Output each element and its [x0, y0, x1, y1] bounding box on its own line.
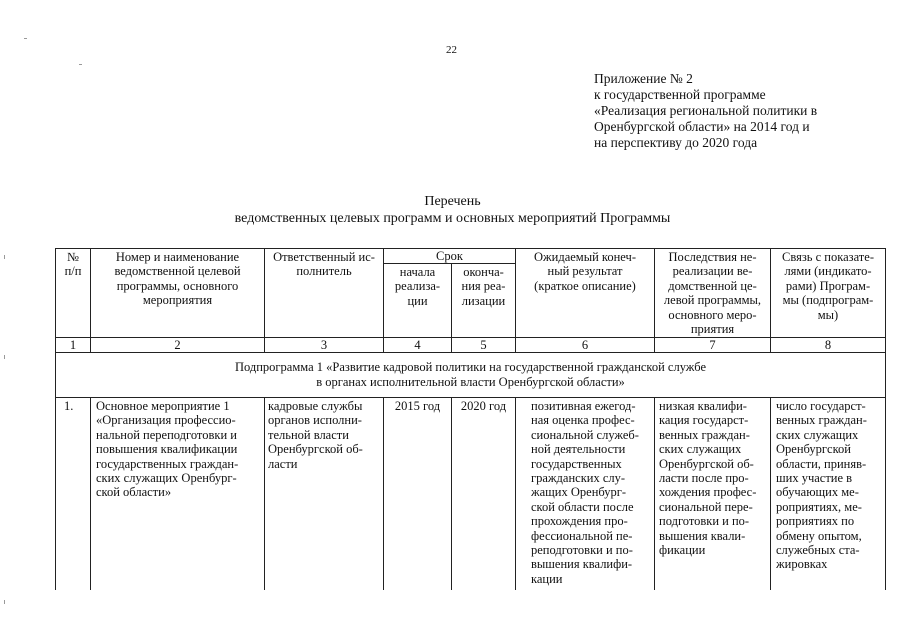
col-divider: [451, 397, 452, 590]
header-executor: Ответственный ис- полнитель: [273, 250, 375, 279]
subprogram-title: Подпрограмма 1 «Развитие кадровой политики на государственной гражданской службе в органах исполнительной власти Оренбургской области»: [234, 360, 707, 389]
header-link: Связь с показате- лями (индикато- рами) Програм- мы (подпрограм- мы): [782, 250, 874, 322]
table-border-right: [885, 248, 886, 590]
column-number: 8: [824, 338, 832, 352]
column-number: 2: [174, 338, 181, 352]
scan-mark: [4, 355, 5, 359]
subprogram-bottom-line: [55, 397, 885, 398]
column-number: 7: [709, 338, 716, 352]
appendix-note: Приложение № 2 к государственной программе «Реализация региональной политики в Оренбургской области» на 2014 год и на перспективу до 2020 года: [594, 71, 818, 150]
row-result: позитивная ежегод- ная оценка профес- сиональной служеб- ной деятельности государственных гражданских слу- жащих Оренбург- ской области после прохождения про- фессиональной пе- реподготовки и по- вышения квалифи- кации: [531, 399, 639, 586]
col-divider: [264, 397, 265, 590]
scan-mark: [4, 600, 5, 604]
scan-mark: [4, 255, 5, 259]
header-consequences: Последствия не- реализации ве- домственной це- левой программы, основного меро- приятия: [663, 250, 762, 337]
header-num: № п/п: [64, 250, 82, 279]
row-link: число государст- венных граждан- ских служащих Оренбургской области, приняв- ших участие в обучающих ме- роприятиях, ме- роприятиях по обмену опытом, служебных ста- жировках: [776, 399, 867, 572]
column-number: 3: [320, 338, 328, 352]
header-start: начала реализа- ции: [394, 265, 441, 308]
row-consequences: низкая квалифи- кация государст- венных граждан- ских служащих Оренбургской об- ласти после про- хождения профес- сиональной пере- подготовки и по- вышения квали- фикации: [659, 399, 757, 558]
row-name: Основное мероприятие 1 «Организация профессио- нальной переподготовки и повышения квалификации государственных граждан- ских служащих Оренбург- ской области»: [96, 399, 239, 500]
header-name: Номер и наименование ведомственной целевой программы, основного мероприятия: [114, 250, 241, 308]
header-result: Ожидаемый конеч- ный результат (краткое описание): [534, 250, 636, 293]
page-number: 22: [446, 44, 457, 56]
column-number: 5: [480, 338, 487, 352]
row-end: 2020 год: [460, 399, 507, 413]
col-divider: [90, 397, 91, 590]
col-divider: [383, 397, 384, 590]
row-num: 1.: [64, 399, 74, 413]
col-divider: [770, 397, 771, 590]
table-border-left: [55, 248, 56, 590]
document-subtitle: ведомственных целевых программ и основных мероприятий Программы: [234, 211, 671, 226]
scan-mark: [79, 64, 82, 65]
column-number: 6: [581, 338, 589, 352]
col-divider: [654, 397, 655, 590]
header-end: оконча- ния реа- лизации: [461, 265, 506, 308]
row-executor: кадровые службы органов исполни- тельной власти Оренбургской об- ласти: [268, 399, 363, 471]
header-term: Срок: [436, 249, 463, 263]
column-number: 4: [414, 338, 421, 352]
row-start: 2015 год: [394, 399, 441, 413]
scan-mark: [24, 38, 27, 39]
col-divider: [515, 397, 516, 590]
column-number: 1: [69, 338, 77, 352]
document-title: Перечень: [424, 194, 481, 209]
